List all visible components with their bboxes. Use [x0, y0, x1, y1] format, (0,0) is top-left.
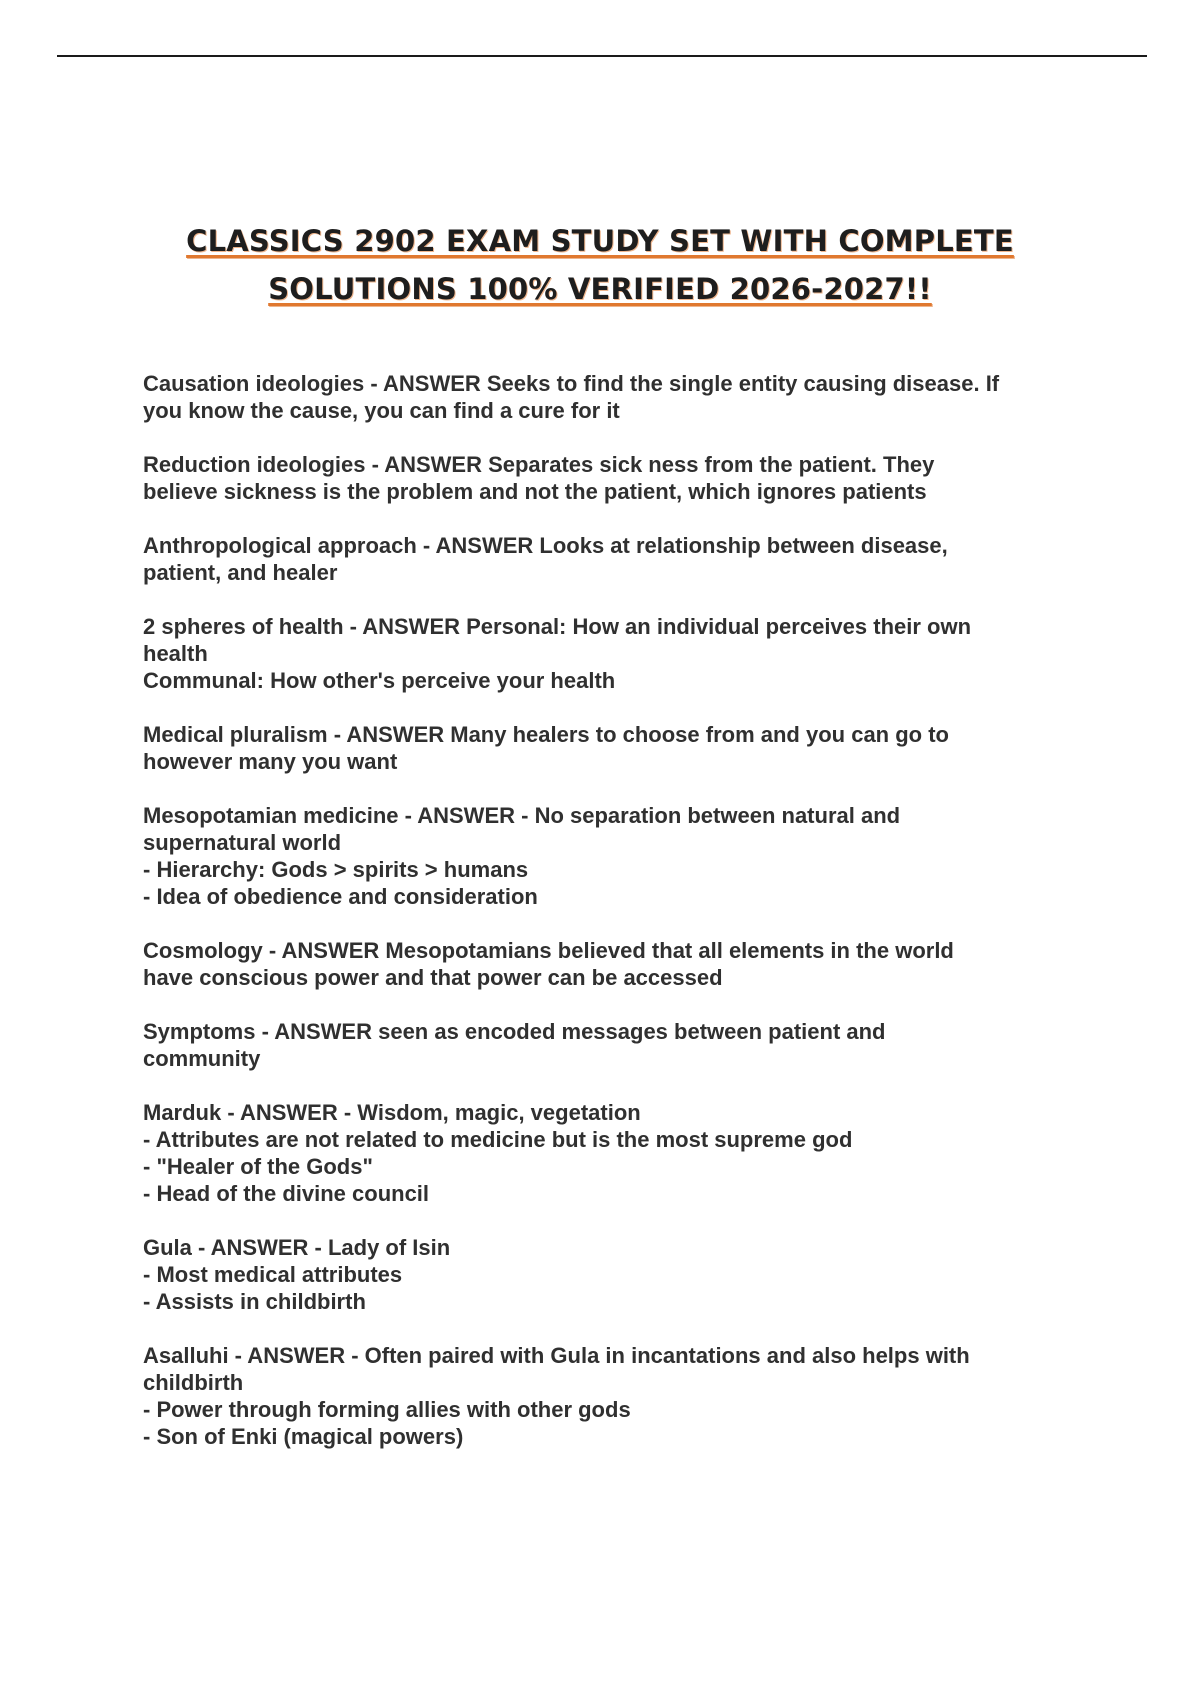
qa-entry — [143, 1099, 1083, 1207]
qa-entry-line: - "Healer of the Gods" — [143, 1154, 373, 1179]
qa-entry-line: - Power through forming allies with other gods — [143, 1397, 631, 1422]
qa-entry — [143, 802, 1083, 910]
qa-entry — [143, 1018, 1083, 1072]
qa-entry — [143, 613, 1083, 694]
qa-entry — [143, 451, 1083, 505]
qa-entry-line: have conscious power and that power can be accessed — [143, 965, 723, 990]
qa-entry — [143, 532, 1083, 586]
qa-entry-line: community — [143, 1046, 261, 1071]
qa-entry-line: - Most medical attributes — [143, 1262, 403, 1287]
qa-entry-line: - Assists in childbirth — [143, 1289, 366, 1314]
qa-entry-line: - Son of Enki (magical powers) — [143, 1424, 464, 1449]
qa-entry-line: - Attributes are not related to medicine but is the most supreme god — [143, 1127, 853, 1152]
qa-entry — [143, 1342, 1083, 1450]
title-line-2: SOLUTIONS 100% VERIFIED 2026-2027!! — [268, 272, 932, 306]
qa-entry-line: however many you want — [143, 749, 398, 774]
qa-entry-line: 2 spheres of health - ANSWER Personal: How an individual perceives their own — [143, 614, 972, 639]
qa-entry-line: Gula - ANSWER - Lady of Isin — [143, 1235, 451, 1260]
qa-entry-line: - Hierarchy: Gods > spirits > humans — [143, 857, 529, 882]
qa-entry-line: Mesopotamian medicine - ANSWER - No separation between natural and — [143, 803, 901, 828]
qa-entry-line: - Head of the divine council — [143, 1181, 430, 1206]
qa-entry-line: Cosmology - ANSWER Mesopotamians believed that all elements in the world — [143, 938, 954, 963]
qa-entry-line: childbirth — [143, 1370, 244, 1395]
qa-entry-line: Reduction ideologies - ANSWER Separates sick ness from the patient. They — [143, 452, 935, 477]
qa-entry — [143, 1234, 1083, 1315]
qa-entry-line: you know the cause, you can find a cure for it — [143, 398, 620, 423]
qa-entry-line: patient, and healer — [143, 560, 338, 585]
qa-entry-line: Causation ideologies - ANSWER Seeks to find the single entity causing disease. If — [143, 371, 1000, 396]
qa-entry-line: Communal: How other's perceive your health — [143, 668, 616, 693]
qa-entry-line: supernatural world — [143, 830, 342, 855]
qa-list — [143, 370, 1083, 1477]
qa-entry-line: Medical pluralism - ANSWER Many healers to choose from and you can go to — [143, 722, 949, 747]
title-line-2-wrap — [0, 265, 1200, 313]
header-rule — [57, 55, 1147, 57]
qa-entry-line: - Idea of obedience and consideration — [143, 884, 538, 909]
qa-entry — [143, 370, 1083, 424]
qa-entry-line: believe sickness is the problem and not the patient, which ignores patients — [143, 479, 927, 504]
title-line-1-wrap — [0, 217, 1200, 265]
document-title — [0, 217, 1200, 313]
qa-entry — [143, 721, 1083, 775]
qa-entry-line: Asalluhi - ANSWER - Often paired with Gula in incantations and also helps with — [143, 1343, 970, 1368]
qa-entry-line: Anthropological approach - ANSWER Looks at relationship between disease, — [143, 533, 948, 558]
qa-entry-line: Symptoms - ANSWER seen as encoded messages between patient and — [143, 1019, 886, 1044]
qa-entry — [143, 937, 1083, 991]
title-line-1: CLASSICS 2902 EXAM STUDY SET WITH COMPLETE — [186, 224, 1014, 258]
qa-entry-line: Marduk - ANSWER - Wisdom, magic, vegetation — [143, 1100, 641, 1125]
qa-entry-line: health — [143, 641, 208, 666]
